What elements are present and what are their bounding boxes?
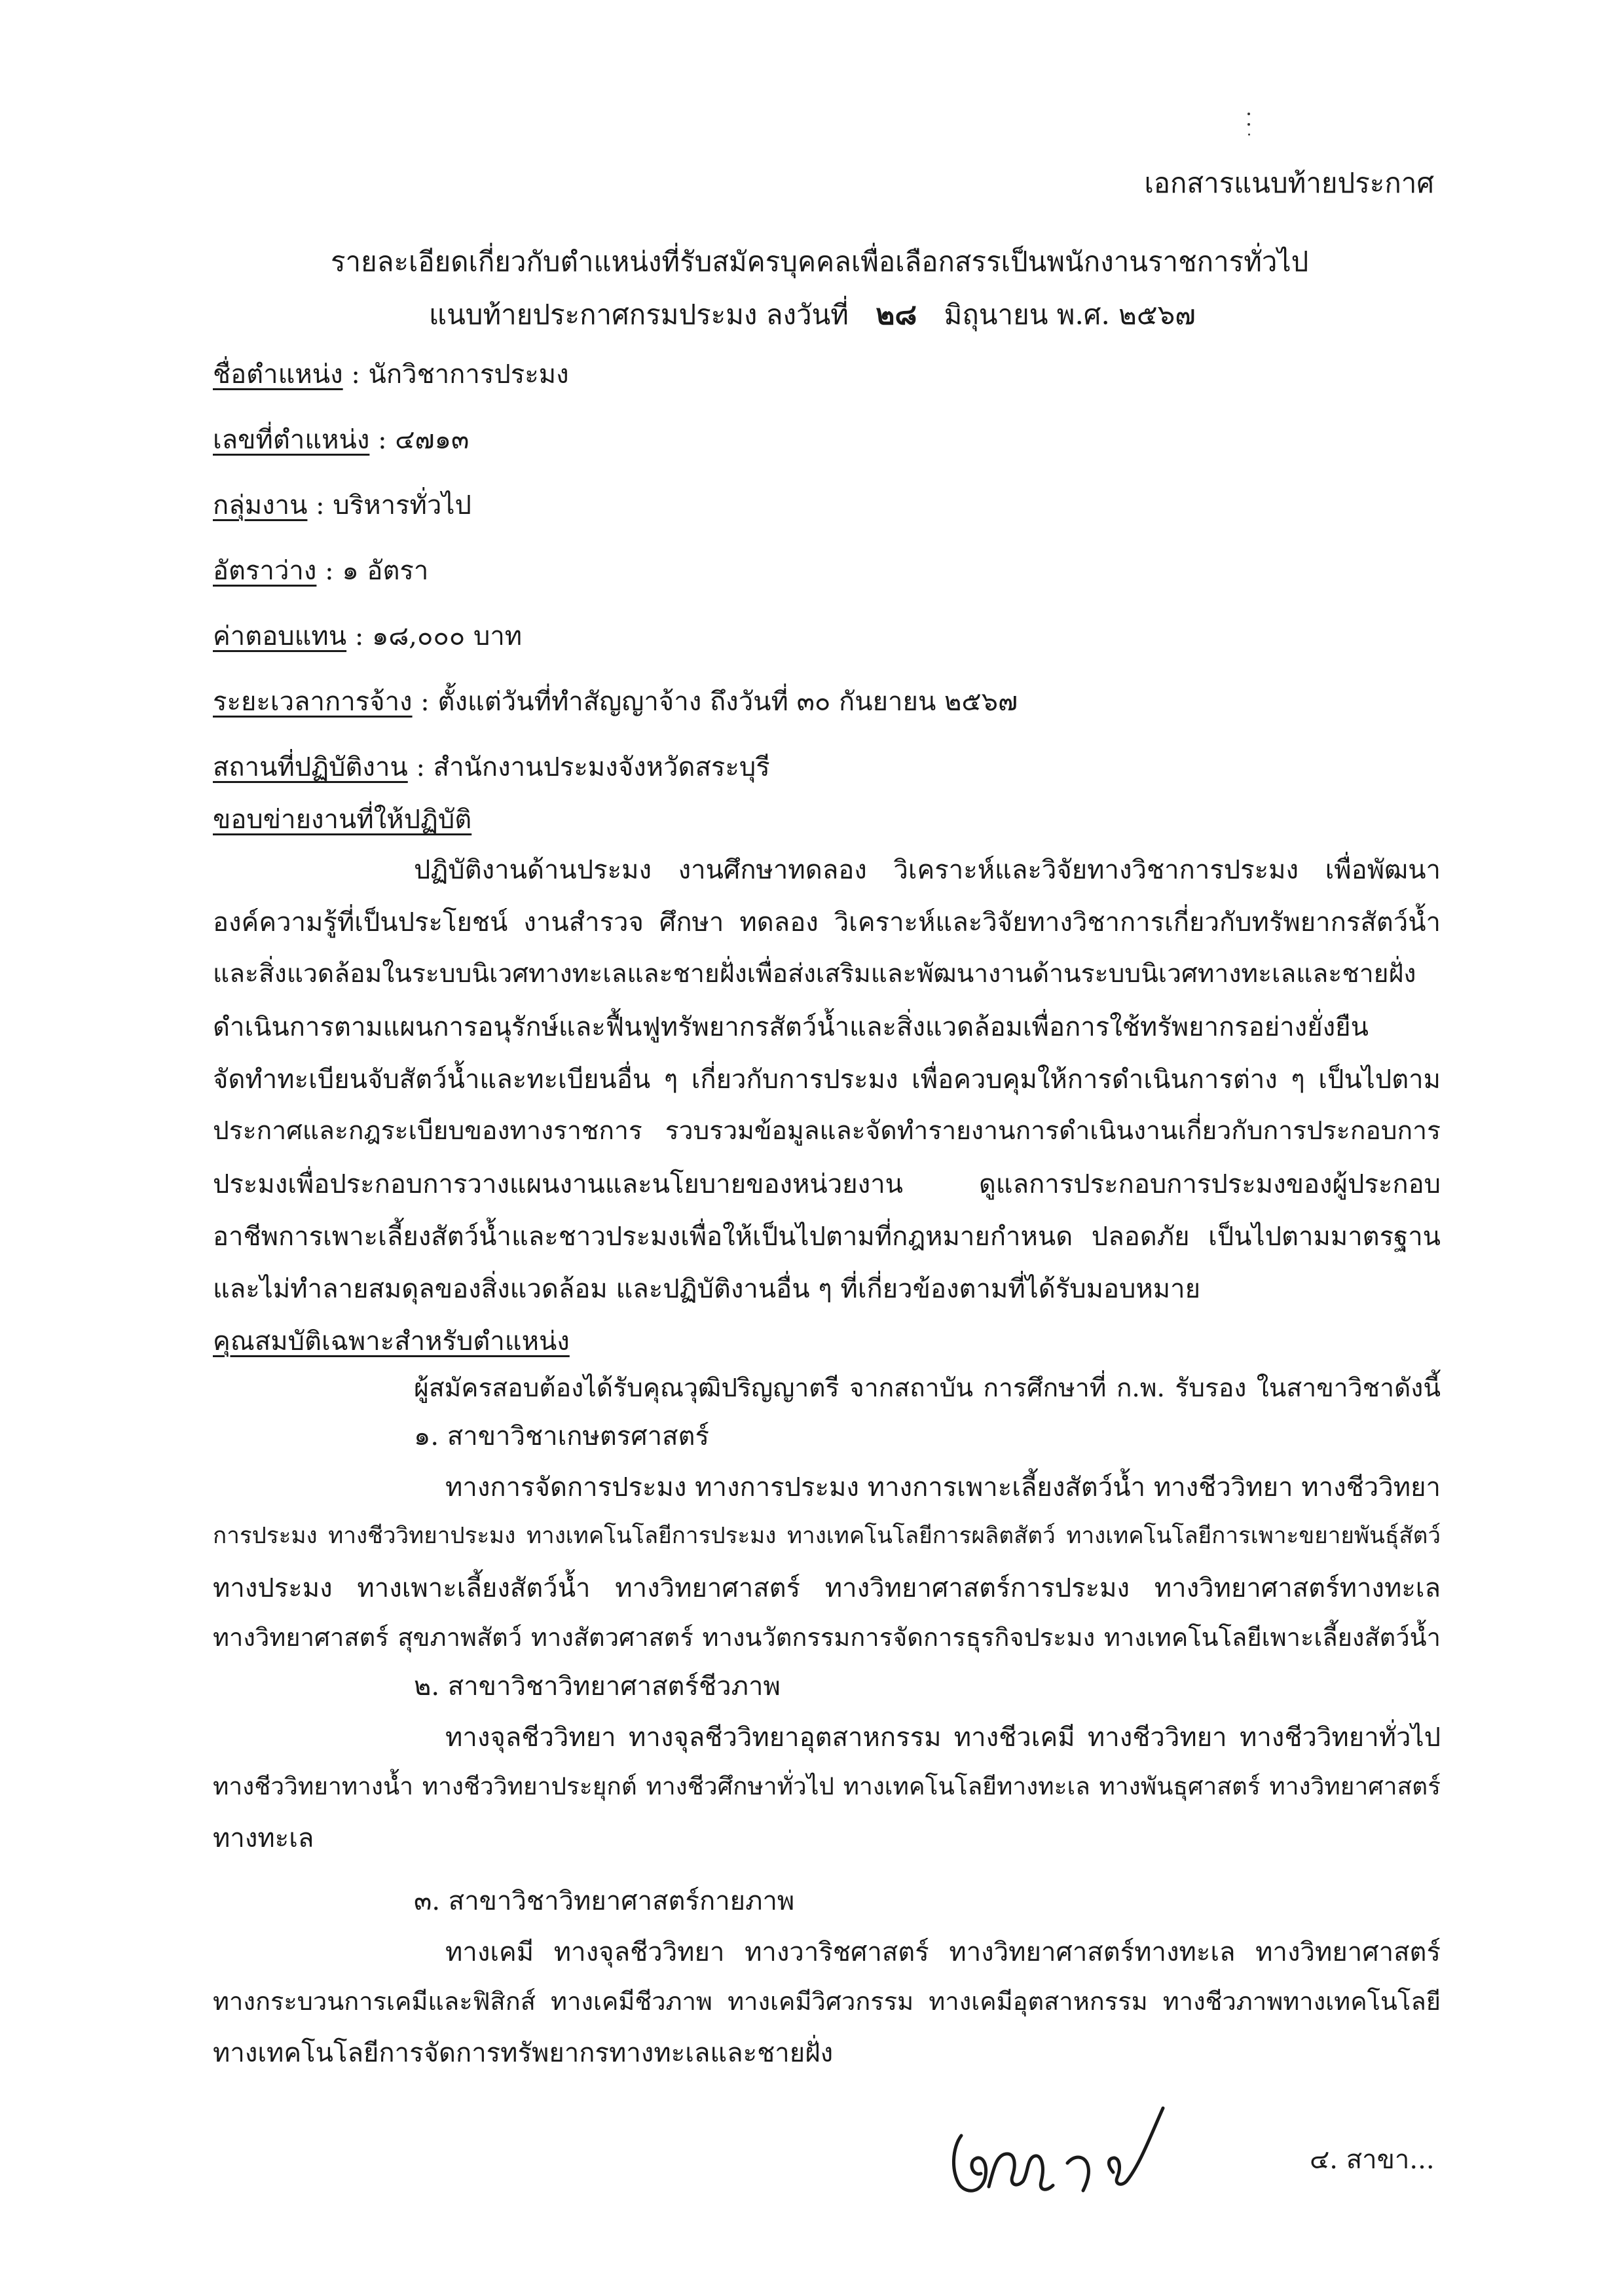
- field-sep: :: [307, 490, 333, 520]
- field-label: เลขที่ตำแหน่ง: [213, 425, 370, 455]
- qualification-line: ทางวิทยาศาสตร์ สุขภาพสัตว์ ทางสัตวศาสตร์ ทางนวัตกรรมการจัดการธุรกิจประมง ทางเทคโนโลยีเพาะเลี้ยงสัตว์น้ำ: [213, 1623, 1441, 1652]
- field-vacancies: [213, 555, 428, 587]
- qualifications-intro: ผู้สมัครสอบต้องได้รับคุณวุฒิปริญญาตรี จากสถาบัน การศึกษาที่ ก.พ. รับรอง ในสาขาวิชาดังนี้: [414, 1374, 1441, 1403]
- document-subtitle: [429, 298, 1196, 333]
- qualification-line: ทางจุลชีววิทยา ทางจุลชีววิทยาอุตสาหกรรม ทางชีวเคมี ทางชีววิทยา ทางชีววิทยาทั่วไป: [445, 1722, 1441, 1753]
- subtitle-suffix: มิถุนายน พ.ศ. ๒๕๖๗: [944, 299, 1196, 331]
- field-sep: :: [346, 621, 373, 651]
- subtitle-prefix: แนบท้ายประกาศกรมประมง ลงวันที่: [429, 299, 849, 331]
- field-sep: :: [369, 425, 396, 455]
- handwritten-signature: [943, 2095, 1192, 2213]
- scope-line: อาชีพการเพาะเลี้ยงสัตว์น้ำและชาวประมงเพื่อให้เป็นไปตามที่กฎหมายกำหนด ปลอดภัย เป็นไปตามมาตรฐาน: [213, 1222, 1441, 1252]
- field-label: ค่าตอบแทน: [213, 621, 347, 651]
- field-sep: :: [316, 556, 342, 586]
- qualifications-heading: คุณสมบัติเฉพาะสำหรับตำแหน่ง: [213, 1326, 570, 1357]
- qualification-line: ทางเทคโนโลยีการจัดการทรัพยากรทางทะเลและชายฝั่ง: [213, 2038, 834, 2068]
- field-value: สำนักงานประมงจังหวัดสระบุรี: [433, 752, 770, 782]
- field-value: ๔๗๑๓: [395, 425, 470, 455]
- document-title: รายละเอียดเกี่ยวกับตำแหน่งที่รับสมัครบุคคลเพื่อเลือกสรรเป็นพนักงานราชการทั่วไป: [331, 246, 1309, 278]
- qualification-line: ทางการจัดการประมง ทางการประมง ทางการเพาะเลี้ยงสัตว์น้ำ ทางชีววิทยา ทางชีววิทยา: [445, 1472, 1441, 1503]
- field-value: ๑ อัตรา: [342, 556, 429, 586]
- continuation-marker: ๔. สาขา...: [1310, 2145, 1435, 2175]
- scope-line: ประกาศและกฎระเบียบของทางราชการ รวบรวมข้อมูลและจัดทำรายงานการดำเนินงานเกี่ยวกับการประกอบการ: [213, 1116, 1441, 1146]
- field-label: ชื่อตำแหน่ง: [213, 359, 343, 390]
- scope-line: จัดทำทะเบียนจับสัตว์น้ำและทะเบียนอื่น ๆ เกี่ยวกับการประมง เพื่อควบคุมให้การดำเนินการต่าง ๆ เป็นไปตาม: [213, 1065, 1441, 1095]
- field-work-group: [213, 490, 471, 521]
- qualification-group-title: ๓. สาขาวิชาวิทยาศาสตร์กายภาพ: [414, 1886, 795, 1916]
- scope-line: องค์ความรู้ที่เป็นประโยชน์ งานสำรวจ ศึกษา ทดลอง วิเคราะห์และวิจัยทางวิชาการเกี่ยวกับทรัพยากรสัตว์น้ำ: [213, 907, 1441, 938]
- scan-speck: [1248, 134, 1250, 136]
- field-employment-period: [213, 686, 1018, 718]
- qualification-line: ทางเคมี ทางจุลชีววิทยา ทางวาริชศาสตร์ ทางวิทยาศาสตร์ทางทะเล ทางวิทยาศาสตร์: [445, 1937, 1441, 1967]
- scope-line: และไม่ทำลายสมดุลของสิ่งแวดล้อม และปฏิบัติงานอื่น ๆ ที่เกี่ยวข้องตามที่ได้รับมอบหมาย: [213, 1274, 1201, 1304]
- scope-line: ดำเนินการตามแผนการอนุรักษ์และฟื้นฟูทรัพยากรสัตว์น้ำและสิ่งแวดล้อมเพื่อการใช้ทรัพยากรอย่างยั่งยืน: [213, 1012, 1369, 1042]
- qualification-line: ทางประมง ทางเพาะเลี้ยงสัตว์น้ำ ทางวิทยาศาสตร์ ทางวิทยาศาสตร์การประมง ทางวิทยาศาสตร์ทางทะเล: [213, 1573, 1441, 1603]
- field-value: ๑๘,๐๐๐ บาท: [372, 621, 523, 651]
- field-sep: :: [407, 752, 434, 782]
- field-label: อัตราว่าง: [213, 556, 317, 586]
- qualification-group-title: ๒. สาขาวิชาวิทยาศาสตร์ชีวภาพ: [414, 1671, 781, 1702]
- field-position-number: [213, 424, 469, 456]
- field-value: ตั้งแต่วันที่ทำสัญญาจ้าง ถึงวันที่ ๓๐ กันยายน ๒๕๖๗: [437, 687, 1018, 717]
- scope-line: ประมงเพื่อประกอบการวางแผนงานและนโยบายของหน่วยงาน ดูแลการประกอบการประมงของผู้ประกอบ: [213, 1169, 1441, 1199]
- subtitle-day: ๒๘: [876, 298, 917, 331]
- field-position-name: [213, 359, 569, 390]
- field-label: กลุ่มงาน: [213, 490, 308, 520]
- annex-label: เอกสารแนบท้ายประกาศ: [1144, 167, 1434, 199]
- qualification-group-title: ๑. สาขาวิชาเกษตรศาสตร์: [414, 1421, 710, 1451]
- field-label: ระยะเวลาการจ้าง: [213, 687, 413, 717]
- field-salary: [213, 621, 522, 652]
- field-sep: :: [342, 359, 369, 390]
- field-workplace: [213, 752, 770, 783]
- field-value: นักวิชาการประมง: [368, 359, 569, 390]
- qualification-line: ทางชีววิทยาทางน้ำ ทางชีววิทยาประยุกต์ ทางชีวศึกษาทั่วไป ทางเทคโนโลยีทางทะเล ทางพันธุศาสตร์ ทางวิทยาศาสตร์: [213, 1772, 1441, 1800]
- field-label: สถานที่ปฏิบัติงาน: [213, 752, 408, 782]
- scan-speck: [1247, 113, 1250, 115]
- qualification-line: ทางทะเล: [213, 1823, 314, 1853]
- qualification-line: การประมง ทางชีววิทยาประมง ทางเทคโนโลยีการประมง ทางเทคโนโลยีการผลิตสัตว์ ทางเทคโนโลยีการเพาะขยายพันธุ์สัตว์: [213, 1523, 1441, 1549]
- field-sep: :: [412, 687, 438, 717]
- qualification-line: ทางกระบวนการเคมีและฟิสิกส์ ทางเคมีชีวภาพ ทางเคมีวิศวกรรม ทางเคมีอุตสาหกรรม ทางชีวภาพทางเทคโนโลยี: [213, 1987, 1441, 2016]
- scope-line: และสิ่งแวดล้อมในระบบนิเวศทางทะเลและชายฝั่งเพื่อส่งเสริมและพัฒนางานด้านระบบนิเวศทางทะเลและชายฝั่ง: [213, 959, 1416, 989]
- field-value: บริหารทั่วไป: [333, 490, 471, 520]
- scan-speck: [1247, 123, 1250, 126]
- scope-line: ปฏิบัติงานด้านประมง งานศึกษาทดลอง วิเคราะห์และวิจัยทางวิชาการประมง เพื่อพัฒนา: [414, 855, 1441, 885]
- scope-heading: ขอบข่ายงานที่ให้ปฏิบัติ: [213, 805, 472, 835]
